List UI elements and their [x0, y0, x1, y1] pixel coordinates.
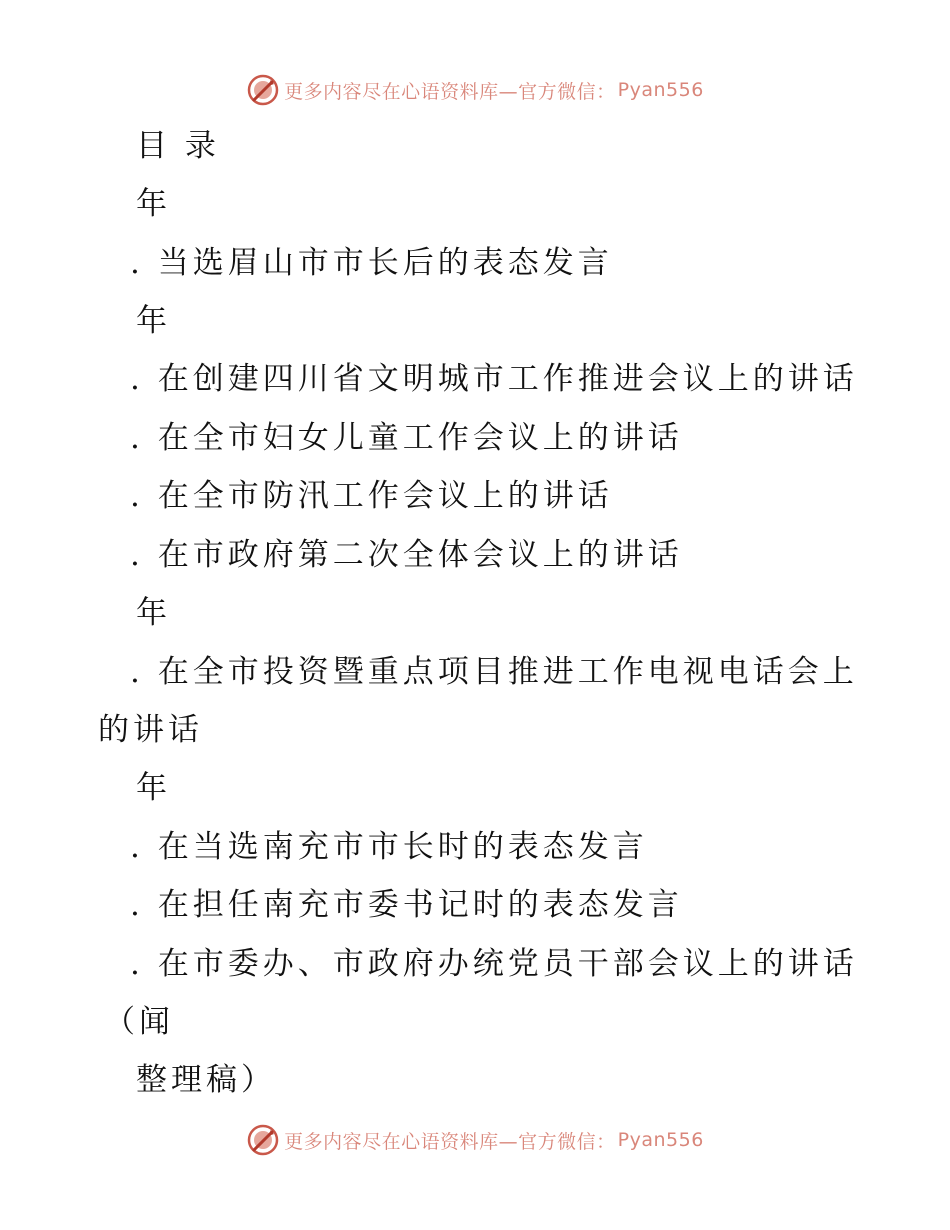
toc-line: 年 — [136, 595, 171, 631]
watermark-text: 更多内容尽在心语资料库—官方微信： — [284, 1130, 616, 1153]
toc-line: . 在当选南充市市长时的表态发言 — [130, 829, 648, 865]
toc-line: . 在市委办、市政府办统党员干部会议上的讲话 — [130, 946, 858, 982]
toc-line: 年 — [136, 770, 171, 806]
watermark-text: 更多内容尽在心语资料库—官方微信： — [284, 80, 616, 103]
pen-logo-icon — [246, 1123, 280, 1157]
footer-watermark — [0, 1120, 950, 1160]
pen-logo-icon — [246, 73, 280, 107]
header-watermark — [0, 70, 950, 110]
toc-line: 整理稿） — [136, 1062, 276, 1098]
toc-line: 年 — [136, 303, 171, 339]
toc-line: . 在全市投资暨重点项目推进工作电视电话会上 — [130, 654, 858, 690]
toc-line: . 在创建四川省文明城市工作推进会议上的讲话 — [130, 361, 858, 397]
toc-line: . 在市政府第二次全体会议上的讲话 — [130, 537, 683, 573]
toc-line: . 在全市防汛工作会议上的讲话 — [130, 478, 613, 514]
toc-line: . 在全市妇女儿童工作会议上的讲话 — [130, 420, 683, 456]
watermark-id: Pyan556 — [617, 1129, 704, 1151]
watermark-id: Pyan556 — [617, 79, 704, 101]
toc-line: . 当选眉山市市长后的表态发言 — [130, 245, 613, 281]
toc-line: . 在担任南充市委书记时的表态发言 — [130, 887, 683, 923]
toc-line: 年 — [136, 186, 171, 222]
toc-line: 的讲话 — [98, 712, 203, 748]
toc-heading: 目 录 — [136, 128, 220, 164]
toc-line: （闻 — [104, 1004, 174, 1040]
